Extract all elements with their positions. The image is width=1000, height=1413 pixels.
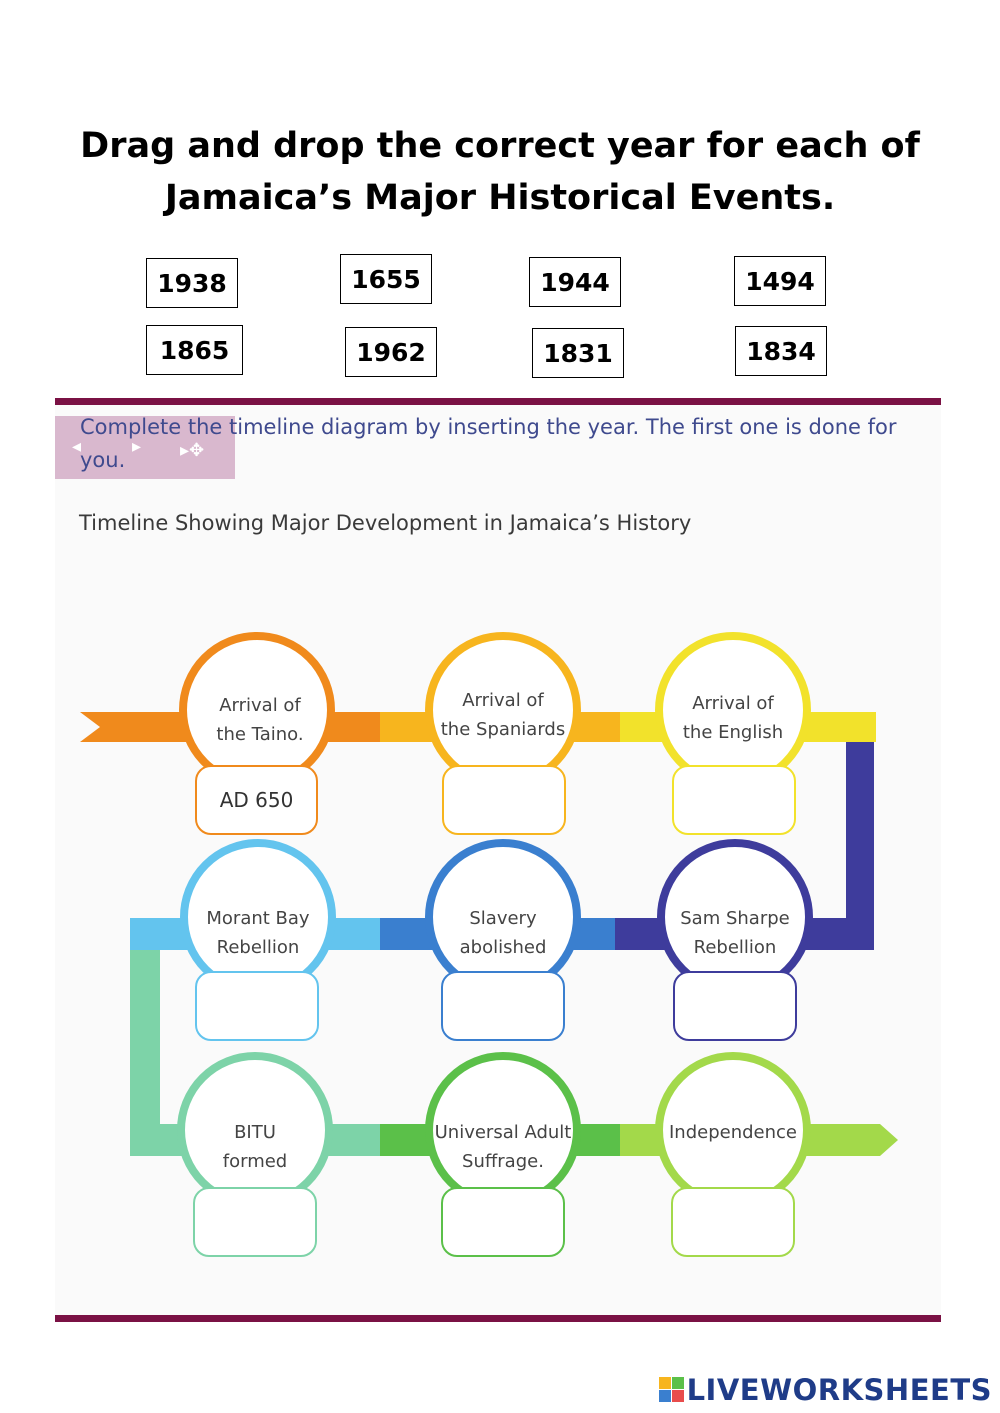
answer-dropzone[interactable] xyxy=(441,971,565,1041)
title-line-1: Drag and drop the correct year for each of xyxy=(80,126,920,166)
year-chip[interactable]: 1944 xyxy=(529,257,621,307)
event-label: Arrival of the Spaniards xyxy=(440,690,566,740)
answer-dropzone[interactable] xyxy=(442,765,566,835)
brand-name: LIVEWORKSHEETS xyxy=(686,1373,992,1407)
event-label: Sam Sharpe Rebellion xyxy=(680,908,790,958)
event-label: Morant Bay Rebellion xyxy=(206,908,310,958)
right-arrow-icon: ▸ xyxy=(132,436,142,457)
event-label: Arrival of the English xyxy=(682,693,784,743)
answer-dropzone[interactable] xyxy=(671,1187,795,1257)
event-label: Universal Adult Suffrage. xyxy=(434,1122,572,1172)
year-chip[interactable]: 1938 xyxy=(146,258,238,308)
move-cursor-icon: ▸✥ xyxy=(180,440,205,461)
year-chip[interactable]: 1834 xyxy=(735,326,827,376)
year-chip[interactable]: 1962 xyxy=(345,327,437,377)
brand-watermark xyxy=(659,1373,992,1407)
year-chip[interactable]: 1865 xyxy=(146,325,243,375)
bottom-divider xyxy=(55,1315,941,1322)
year-chip[interactable]: 1494 xyxy=(734,256,826,306)
event-label: Arrival of the Taino. xyxy=(216,695,304,745)
year-chip[interactable]: 1655 xyxy=(340,254,432,304)
title-line-2: Jamaica’s Major Historical Events. xyxy=(164,178,836,218)
answer-dropzone[interactable] xyxy=(672,765,796,835)
answer-dropzone[interactable] xyxy=(441,1187,565,1257)
timeline-title: Timeline Showing Major Development in Jamaica’s History xyxy=(79,511,692,535)
event-label: Slavery abolished xyxy=(459,908,547,958)
left-arrow-icon: ◂ xyxy=(72,436,82,457)
brand-logo-icon xyxy=(659,1377,685,1403)
event-label: Independence xyxy=(668,1122,797,1143)
answer-dropzone[interactable] xyxy=(673,971,797,1041)
instruction-text: Complete the timeline diagram by inserting the year. The first one is done for you. xyxy=(80,415,897,472)
answer-dropzone: AD 650 xyxy=(195,765,318,835)
year-chip[interactable]: 1831 xyxy=(532,328,624,378)
timeline-band-segment xyxy=(852,712,876,742)
event-label: BITU formed xyxy=(222,1122,288,1172)
answer-dropzone[interactable] xyxy=(195,971,319,1041)
answer-dropzone[interactable] xyxy=(193,1187,317,1257)
